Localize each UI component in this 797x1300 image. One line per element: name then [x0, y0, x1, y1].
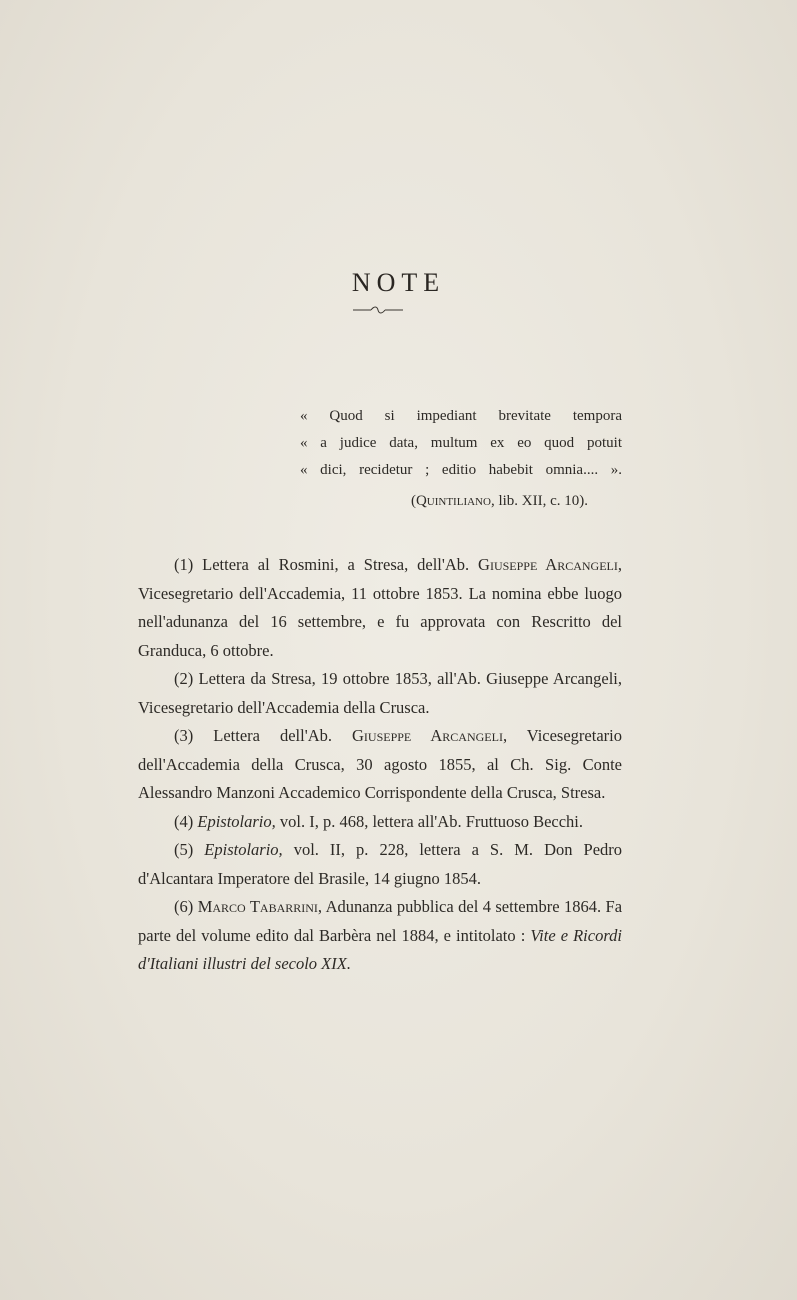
epigraph-line: « a judice data, multum ex eo quod potuit: [300, 435, 622, 451]
epigraph-line: « Quod si impediant brevitate tempora: [300, 408, 622, 424]
note-item: (5) Epistolario, vol. II, p. 228, lettera a S. M. Don Pedro d'Alcantara Imperatore del Brasile, 14 giugno 1854.: [138, 840, 623, 888]
note-item: (2) Lettera da Stresa, 19 ottobre 1853, all'Ab. Giuseppe Arcangeli, Vicesegretario dell'Accademia della Crusca.: [138, 669, 622, 717]
note-item: (1) Lettera al Rosmini, a Stresa, dell'Ab. Giuseppe Arcangeli, Vicesegretario dell'Accademia, 11 ottobre 1853. La nomina ebbe luogo nell'adunanza del 16 settembre, e fu approvata con Rescritto del Granduca, 6 ottobre.: [138, 555, 623, 660]
notes-list: [138, 551, 622, 979]
ornament-divider: [353, 304, 403, 316]
page-title: NOTE: [351, 268, 446, 297]
epigraph-source: (Quintiliano, lib. XII, c. 10).: [410, 493, 588, 509]
epigraph: [300, 403, 622, 515]
epigraph-line: « dici, recidetur ; editio habebit omnia.... ».: [300, 462, 622, 478]
note-item: (6) Marco Tabarrini, Adunanza pubblica del 4 settembre 1864. Fa parte del volume edito dal Barbèra nel 1884, e intitolato : Vite e Ricordi d'Italiani illustri del secolo XIX.: [138, 897, 623, 973]
note-item: (3) Lettera dell'Ab. Giuseppe Arcangeli, Vicesegretario dell'Accademia della Crusca, 30 agosto 1855, al Ch. Sig. Conte Alessandro Manzoni Accademico Corrispondente della Crusca, Stresa.: [138, 726, 622, 802]
note-item: (4) Epistolario, vol. I, p. 468, lettera all'Ab. Fruttuoso Becchi.: [174, 811, 584, 831]
source-author: Quintiliano: [415, 493, 491, 509]
